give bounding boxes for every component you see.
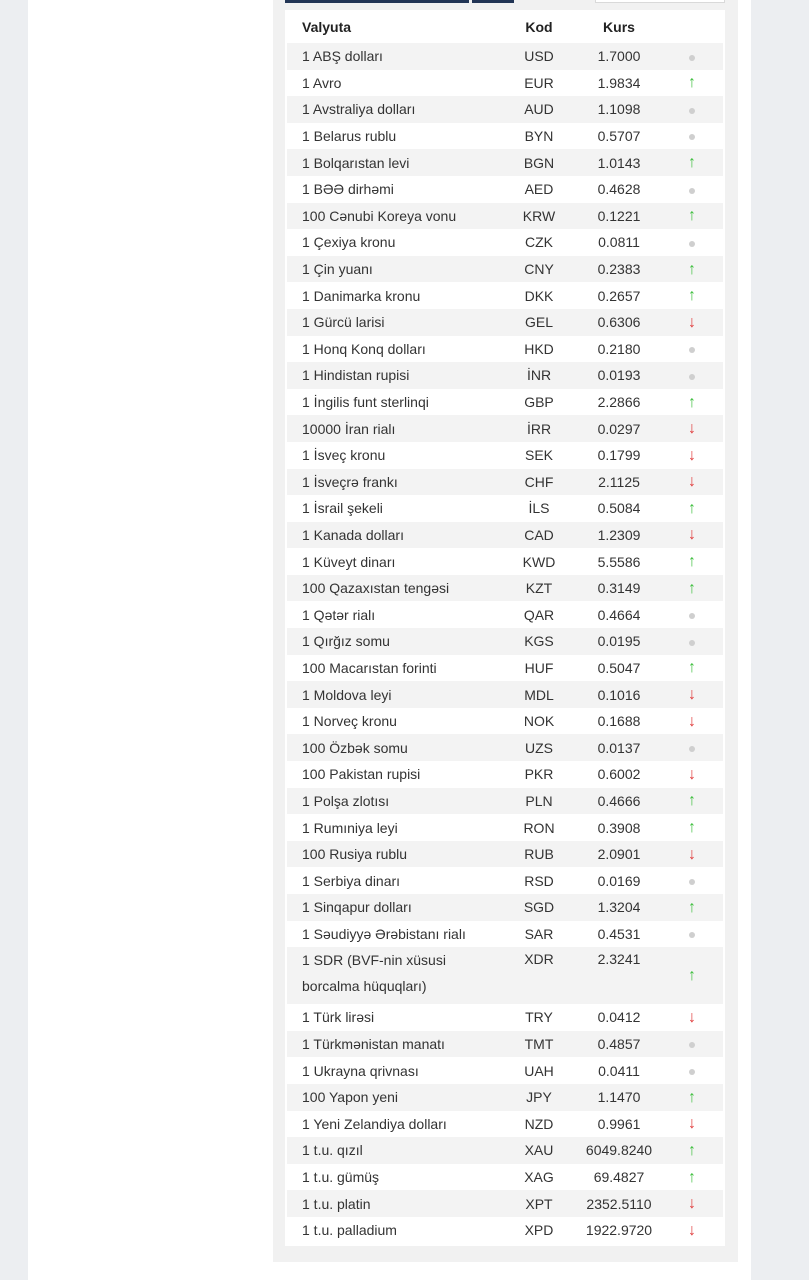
- arrow-up-icon: ↑: [688, 207, 696, 225]
- currency-code: AED: [501, 176, 577, 203]
- currency-name: 1 SDR (BVF-nin xüsusi borcalma hüquqları): [287, 947, 501, 1004]
- table-row: [287, 867, 723, 894]
- currency-name: 1 Norveç kronu: [287, 708, 501, 735]
- currency-name: 1 Ukrayna qrivnası: [287, 1057, 501, 1084]
- trend-cell: [661, 1217, 723, 1244]
- table-row: [287, 282, 723, 309]
- currency-name: 1 Danimarka kronu: [287, 282, 501, 309]
- trend-cell: [661, 788, 723, 815]
- table-row: [287, 1164, 723, 1191]
- trend-cell: [661, 655, 723, 682]
- currency-code: PLN: [501, 788, 577, 815]
- dot-icon: [689, 241, 695, 247]
- currency-code: RUB: [501, 841, 577, 868]
- currency-rates-table: [287, 10, 723, 1244]
- table-row: [287, 256, 723, 283]
- trend-cell: [661, 708, 723, 735]
- trend-cell: [661, 96, 723, 123]
- currency-name: 1 Türkmənistan manatı: [287, 1031, 501, 1058]
- trend-cell: [661, 309, 723, 336]
- exchange-rate: 0.9961: [577, 1111, 661, 1138]
- table-row: [287, 469, 723, 496]
- currency-code: AUD: [501, 96, 577, 123]
- arrow-up-icon: ↑: [688, 553, 696, 571]
- exchange-rate: 0.0811: [577, 229, 661, 256]
- table-row: [287, 336, 723, 363]
- currency-name: 1 Avro: [287, 70, 501, 97]
- currency-code: KRW: [501, 203, 577, 230]
- exchange-rate: 0.0412: [577, 1004, 661, 1031]
- currency-name: 10000 İran rialı: [287, 415, 501, 442]
- exchange-rate: 0.0195: [577, 628, 661, 655]
- currency-name: 100 Cənubi Koreya vonu: [287, 203, 501, 230]
- arrow-down-icon: ↓: [688, 686, 696, 704]
- trend-cell: [661, 123, 723, 150]
- table-row: [287, 1084, 723, 1111]
- arrow-down-icon: ↓: [688, 473, 696, 491]
- arrow-up-icon: ↑: [688, 260, 696, 278]
- currency-name: 1 BƏƏ dirhəmi: [287, 176, 501, 203]
- currency-code: İLS: [501, 495, 577, 522]
- table-row: [287, 522, 723, 549]
- exchange-rate: 1.1470: [577, 1084, 661, 1111]
- arrow-up-icon: ↑: [688, 287, 696, 305]
- table-row: [287, 149, 723, 176]
- exchange-rate: 1922.9720: [577, 1217, 661, 1244]
- currency-code: CNY: [501, 256, 577, 283]
- exchange-rate: 0.3908: [577, 814, 661, 841]
- trend-cell: [661, 336, 723, 363]
- exchange-rate: 0.1016: [577, 681, 661, 708]
- currency-name: 1 İngilis funt sterlinqi: [287, 389, 501, 416]
- table-row: [287, 70, 723, 97]
- currency-code: KZT: [501, 575, 577, 602]
- trend-cell: [661, 389, 723, 416]
- currency-name: 1 Çin yuanı: [287, 256, 501, 283]
- trend-cell: [661, 1190, 723, 1217]
- table-row: [287, 96, 723, 123]
- table-row: [287, 43, 723, 70]
- tab-indicator-2[interactable]: [472, 0, 514, 3]
- table-row: [287, 734, 723, 761]
- currency-name: 1 İsrail şekeli: [287, 495, 501, 522]
- trend-cell: [661, 469, 723, 496]
- currency-code: QAR: [501, 601, 577, 628]
- trend-cell: [661, 575, 723, 602]
- table-row: [287, 708, 723, 735]
- currency-name: 1 t.u. palladium: [287, 1217, 501, 1244]
- table-row: [287, 442, 723, 469]
- arrow-down-icon: ↓: [688, 1221, 696, 1239]
- exchange-rate: 0.6002: [577, 761, 661, 788]
- currency-code: BGN: [501, 149, 577, 176]
- arrow-up-icon: ↑: [688, 1088, 696, 1106]
- arrow-down-icon: ↓: [688, 1115, 696, 1133]
- table-row: [287, 309, 723, 336]
- exchange-rate: 0.1221: [577, 203, 661, 230]
- dot-icon: [689, 613, 695, 619]
- currency-name: 1 t.u. platin: [287, 1190, 501, 1217]
- trend-cell: [661, 628, 723, 655]
- currency-name: 1 Sinqapur dolları: [287, 894, 501, 921]
- table-row: [287, 1111, 723, 1138]
- currency-code: USD: [501, 43, 577, 70]
- arrow-up-icon: ↑: [688, 154, 696, 172]
- table-row: [287, 921, 723, 948]
- trend-cell: [661, 362, 723, 389]
- arrow-down-icon: ↓: [688, 1195, 696, 1213]
- trend-cell: [661, 681, 723, 708]
- arrow-up-icon: ↑: [688, 393, 696, 411]
- currency-name: 1 Rumıniya leyi: [287, 814, 501, 841]
- trend-cell: [661, 176, 723, 203]
- header-rate: Kurs: [603, 18, 635, 35]
- currency-code: KGS: [501, 628, 577, 655]
- dot-icon: [689, 1069, 695, 1075]
- trend-cell: [661, 1084, 723, 1111]
- currency-code: GEL: [501, 309, 577, 336]
- trend-cell: [661, 43, 723, 70]
- table-row: [287, 1031, 723, 1058]
- table-row: [287, 814, 723, 841]
- exchange-rate: 0.4664: [577, 601, 661, 628]
- currency-name: 1 İsveç kronu: [287, 442, 501, 469]
- currency-code: UZS: [501, 734, 577, 761]
- tab-indicator-1[interactable]: [285, 0, 469, 3]
- trend-cell: [661, 415, 723, 442]
- trend-cell: [661, 947, 723, 1004]
- table-row: [287, 894, 723, 921]
- trend-cell: [661, 282, 723, 309]
- header-code: Kod: [525, 18, 553, 35]
- trend-cell: [661, 149, 723, 176]
- arrow-down-icon: ↓: [688, 765, 696, 783]
- currency-code: XPD: [501, 1217, 577, 1244]
- exchange-rate: 0.5084: [577, 495, 661, 522]
- arrow-up-icon: ↑: [688, 659, 696, 677]
- header-trend: [661, 10, 723, 43]
- dot-icon: [689, 55, 695, 61]
- table-row: [287, 681, 723, 708]
- currency-code: İRR: [501, 415, 577, 442]
- trend-cell: [661, 229, 723, 256]
- currency-code: HUF: [501, 655, 577, 682]
- currency-name: 1 Küveyt dinarı: [287, 548, 501, 575]
- arrow-down-icon: ↓: [688, 313, 696, 331]
- table-row: [287, 415, 723, 442]
- dot-icon: [689, 640, 695, 646]
- trend-cell: [661, 921, 723, 948]
- currency-code: BYN: [501, 123, 577, 150]
- exchange-rate: 0.4531: [577, 921, 661, 948]
- currency-name: 1 Belarus rublu: [287, 123, 501, 150]
- trend-cell: [661, 522, 723, 549]
- currency-name: 1 Moldova leyi: [287, 681, 501, 708]
- currency-name: 1 Avstraliya dolları: [287, 96, 501, 123]
- arrow-down-icon: ↓: [688, 712, 696, 730]
- dot-icon: [689, 188, 695, 194]
- dot-icon: [689, 134, 695, 140]
- exchange-rate: 1.3204: [577, 894, 661, 921]
- currency-code: CHF: [501, 469, 577, 496]
- exchange-rate: 69.4827: [577, 1164, 661, 1191]
- currency-code: NZD: [501, 1111, 577, 1138]
- currency-code: XDR: [501, 947, 577, 1004]
- table-row: [287, 176, 723, 203]
- table-body: [287, 43, 723, 1244]
- exchange-rate: 5.5586: [577, 548, 661, 575]
- trend-cell: [661, 495, 723, 522]
- exchange-rate: 0.2180: [577, 336, 661, 363]
- currency-name: 1 Səudiyyə Ərəbistanı rialı: [287, 921, 501, 948]
- table-row: [287, 947, 723, 1004]
- arrow-up-icon: ↑: [688, 579, 696, 597]
- currency-name: 1 Türk lirəsi: [287, 1004, 501, 1031]
- currency-code: GBP: [501, 389, 577, 416]
- exchange-rate: 0.2657: [577, 282, 661, 309]
- arrow-up-icon: ↑: [688, 74, 696, 92]
- trend-cell: [661, 1111, 723, 1138]
- arrow-up-icon: ↑: [688, 898, 696, 916]
- currency-code: PKR: [501, 761, 577, 788]
- table-row: [287, 788, 723, 815]
- table-row: [287, 203, 723, 230]
- arrow-down-icon: ↓: [688, 526, 696, 544]
- dot-icon: [689, 879, 695, 885]
- currency-name: 100 Qazaxıstan tengəsi: [287, 575, 501, 602]
- currency-code: JPY: [501, 1084, 577, 1111]
- exchange-rate: 0.3149: [577, 575, 661, 602]
- exchange-rate: 1.2309: [577, 522, 661, 549]
- exchange-rate: 2.0901: [577, 841, 661, 868]
- table-row: [287, 495, 723, 522]
- trend-cell: [661, 814, 723, 841]
- currency-code: UAH: [501, 1057, 577, 1084]
- currency-name: 100 Pakistan rupisi: [287, 761, 501, 788]
- table-row: [287, 1137, 723, 1164]
- currency-code: TRY: [501, 1004, 577, 1031]
- trend-cell: [661, 1057, 723, 1084]
- table-row: [287, 1057, 723, 1084]
- arrow-up-icon: ↑: [688, 499, 696, 517]
- arrow-down-icon: ↓: [688, 845, 696, 863]
- currency-code: XAU: [501, 1137, 577, 1164]
- table-header-row: [287, 10, 723, 43]
- trend-cell: [661, 734, 723, 761]
- arrow-down-icon: ↓: [688, 446, 696, 464]
- currency-code: TMT: [501, 1031, 577, 1058]
- table-row: [287, 123, 723, 150]
- currency-name: 100 Macarıstan forinti: [287, 655, 501, 682]
- arrow-up-icon: ↑: [688, 819, 696, 837]
- currency-name: 1 Gürcü larisi: [287, 309, 501, 336]
- arrow-up-icon: ↑: [688, 1168, 696, 1186]
- currency-code: DKK: [501, 282, 577, 309]
- currency-code: CZK: [501, 229, 577, 256]
- currency-name: 1 Polşa zlotısı: [287, 788, 501, 815]
- currency-code: RSD: [501, 867, 577, 894]
- currency-name: 1 Hindistan rupisi: [287, 362, 501, 389]
- currency-name: 100 Rusiya rublu: [287, 841, 501, 868]
- exchange-rate: 0.1799: [577, 442, 661, 469]
- exchange-rate: 2.3241: [577, 947, 661, 1004]
- dot-icon: [689, 347, 695, 353]
- currency-code: XAG: [501, 1164, 577, 1191]
- tab-strip: [285, 0, 725, 4]
- table-row: [287, 761, 723, 788]
- exchange-rate: 1.1098: [577, 96, 661, 123]
- currency-code: MDL: [501, 681, 577, 708]
- exchange-rate: 2.1125: [577, 469, 661, 496]
- currency-code: İNR: [501, 362, 577, 389]
- table-row: [287, 1190, 723, 1217]
- exchange-rate: 1.7000: [577, 43, 661, 70]
- currency-name: 1 Qırğız somu: [287, 628, 501, 655]
- trend-cell: [661, 1164, 723, 1191]
- arrow-up-icon: ↑: [688, 1141, 696, 1159]
- currency-code: HKD: [501, 336, 577, 363]
- currency-code: SEK: [501, 442, 577, 469]
- currency-name: 1 Kanada dolları: [287, 522, 501, 549]
- exchange-rate: 1.0143: [577, 149, 661, 176]
- exchange-rate: 1.9834: [577, 70, 661, 97]
- currency-name: 1 Serbiya dinarı: [287, 867, 501, 894]
- table-row: [287, 1004, 723, 1031]
- trend-cell: [661, 442, 723, 469]
- currency-table-container: [285, 10, 725, 1246]
- currency-code: KWD: [501, 548, 577, 575]
- arrow-up-icon: ↑: [688, 967, 696, 985]
- table-row: [287, 229, 723, 256]
- exchange-rate: 0.0137: [577, 734, 661, 761]
- currency-name: 100 Özbək somu: [287, 734, 501, 761]
- currency-name: 1 Çexiya kronu: [287, 229, 501, 256]
- dot-icon: [689, 1042, 695, 1048]
- dot-icon: [689, 746, 695, 752]
- trend-cell: [661, 761, 723, 788]
- exchange-rate: 0.4857: [577, 1031, 661, 1058]
- currency-code: SGD: [501, 894, 577, 921]
- currency-code: EUR: [501, 70, 577, 97]
- trend-cell: [661, 894, 723, 921]
- currency-name: 1 t.u. qızıl: [287, 1137, 501, 1164]
- table-row: [287, 575, 723, 602]
- exchange-rate: 6049.8240: [577, 1137, 661, 1164]
- table-row: [287, 628, 723, 655]
- exchange-rate: 0.0169: [577, 867, 661, 894]
- trend-cell: [661, 548, 723, 575]
- currency-name: 1 ABŞ dolları: [287, 43, 501, 70]
- currency-code: RON: [501, 814, 577, 841]
- exchange-rate: 2352.5110: [577, 1190, 661, 1217]
- exchange-rate: 0.0297: [577, 415, 661, 442]
- dot-icon: [689, 374, 695, 380]
- currency-name: 1 t.u. gümüş: [287, 1164, 501, 1191]
- currency-name: 1 İsveçrə frankı: [287, 469, 501, 496]
- tab-indicator-3[interactable]: [595, 0, 725, 3]
- table-row: [287, 362, 723, 389]
- table-row: [287, 389, 723, 416]
- arrow-up-icon: ↑: [688, 792, 696, 810]
- table-row: [287, 1217, 723, 1244]
- exchange-rate: 0.5047: [577, 655, 661, 682]
- trend-cell: [661, 841, 723, 868]
- currency-code: NOK: [501, 708, 577, 735]
- exchange-rate: 0.0411: [577, 1057, 661, 1084]
- exchange-rate: 0.0193: [577, 362, 661, 389]
- header-currency: Valyuta: [302, 18, 352, 35]
- trend-cell: [661, 1004, 723, 1031]
- exchange-rate: 2.2866: [577, 389, 661, 416]
- dot-icon: [689, 932, 695, 938]
- currency-name: 1 Bolqarıstan levi: [287, 149, 501, 176]
- exchange-rate: 0.6306: [577, 309, 661, 336]
- currency-name: 100 Yapon yeni: [287, 1084, 501, 1111]
- trend-cell: [661, 1137, 723, 1164]
- exchange-rate: 0.2383: [577, 256, 661, 283]
- exchange-rate: 0.1688: [577, 708, 661, 735]
- table-row: [287, 841, 723, 868]
- exchange-rate: 0.4628: [577, 176, 661, 203]
- currency-code: XPT: [501, 1190, 577, 1217]
- trend-cell: [661, 601, 723, 628]
- trend-cell: [661, 1031, 723, 1058]
- table-row: [287, 601, 723, 628]
- trend-cell: [661, 203, 723, 230]
- table-row: [287, 548, 723, 575]
- trend-cell: [661, 70, 723, 97]
- currency-name: 1 Yeni Zelandiya dolları: [287, 1111, 501, 1138]
- currency-code: CAD: [501, 522, 577, 549]
- currency-name: 1 Qətər rialı: [287, 601, 501, 628]
- currency-name: 1 Honq Konq dolları: [287, 336, 501, 363]
- trend-cell: [661, 867, 723, 894]
- arrow-down-icon: ↓: [688, 1008, 696, 1026]
- exchange-rate: 0.5707: [577, 123, 661, 150]
- dot-icon: [689, 108, 695, 114]
- currency-code: SAR: [501, 921, 577, 948]
- table-row: [287, 655, 723, 682]
- exchange-rate: 0.4666: [577, 788, 661, 815]
- arrow-down-icon: ↓: [688, 420, 696, 438]
- trend-cell: [661, 256, 723, 283]
